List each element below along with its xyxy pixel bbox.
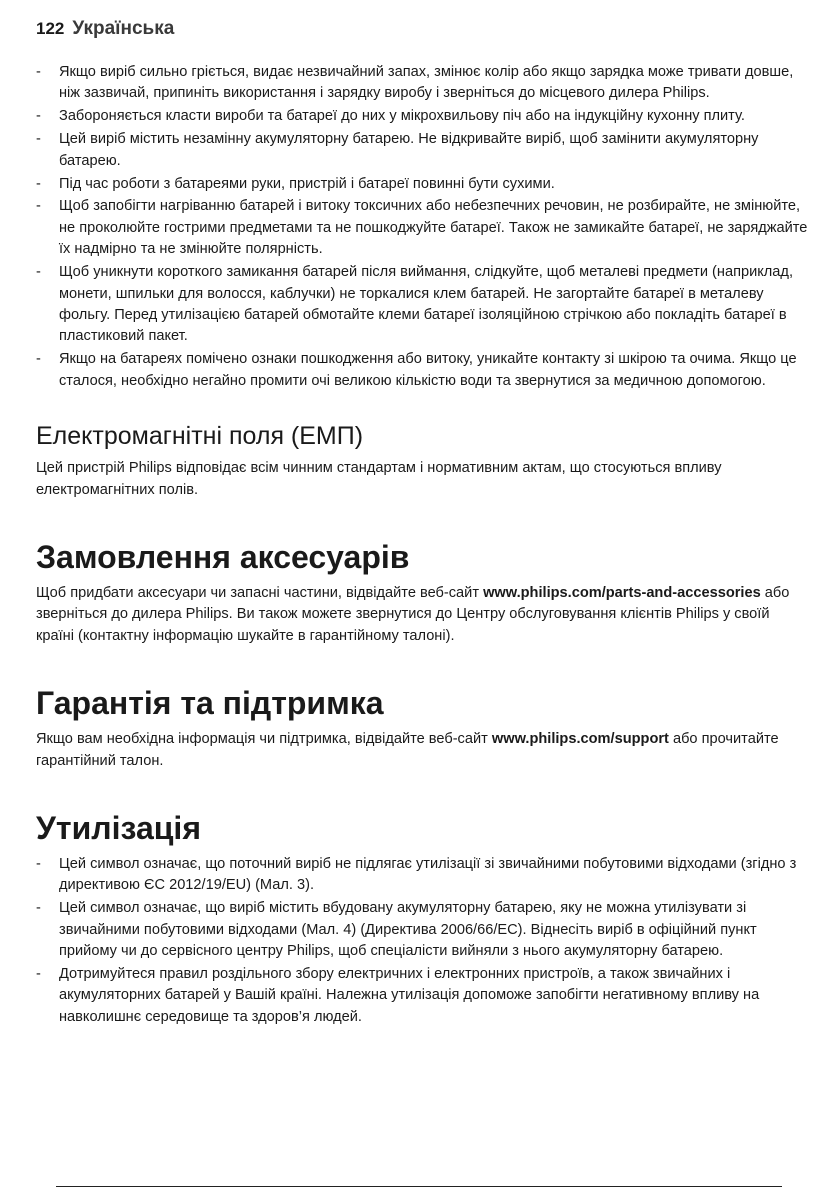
accessories-paragraph [36, 583, 808, 647]
list-item: - Якщо на батареях помічено ознаки пошкодження або витоку, уникайте контакту зі шкірою та очима. Якщо це сталося, необхідно негайно промити очі великою кількістю води та звернутися за медичною допомогою. [36, 349, 808, 392]
page-language: Українська [72, 18, 175, 39]
warranty-text-before: Якщо вам необхідна інформація чи підтримка, відвідайте веб-сайт [36, 731, 492, 748]
page-number: 122 [36, 19, 65, 38]
list-item: - Цей виріб містить незамінну акумуляторну батарею. Не відкривайте виріб, щоб замінити акумуляторну батарею. [36, 129, 808, 172]
accessories-text-after: або зверніться до дилера Philips. Ви також можете звернутися до Центру обслуговування клієнтів Philips у своїй країні (контактну інформацію шукайте в гарантійному талоні). [36, 584, 790, 644]
recycling-list [36, 854, 808, 1028]
list-item: - Цей символ означає, що виріб містить вбудовану акумуляторну батарею, яку не можна утилізувати зі звичайними побутовими відходами (Мал. 4) (Директива 2006/66/EC). Віднесіть виріб в офіційний пункт прийому чи до сервісного центру Philips, щоб спеціалісти вийняли з нього акумуляторну батарею. [36, 898, 808, 962]
list-item: - Забороняється класти вироби та батареї до них у мікрохвильову піч або на індукційну кухонну плиту. [36, 106, 808, 127]
list-item: - Щоб уникнути короткого замикання батарей після виймання, слідкуйте, щоб металеві предмети (наприклад, монети, шпильки для волосся, каблучки) не торкалися клем батарей. Не загортайте батареї в металеву фольгу. Перед утилізацією батарей обмотайте клеми батареї ізоляційною стрічкою або покладіть батареї в пластиковий пакет. [36, 262, 808, 348]
page-header [36, 18, 808, 40]
list-item: - Цей символ означає, що поточний виріб не підлягає утилізації зі звичайними побутовими відходами (згідно з директивою ЄС 2012/19/EU) (Мал. 3). [36, 854, 808, 897]
accessories-text-before: Щоб придбати аксесуари чи запасні частини, відвідайте веб-сайт [36, 584, 484, 601]
document-page [36, 18, 808, 1030]
accessories-heading: Замовлення аксесуарів [36, 538, 410, 575]
emf-heading: Електромагнітні поля (ЕМП) [36, 422, 364, 451]
emf-paragraph: Цей пристрій Philips відповідає всім чинним стандартам і нормативним актам, що стосуються впливу електромагнітних полів. [36, 460, 722, 498]
safety-list [36, 62, 808, 392]
list-item: - Якщо виріб сильно гріється, видає незвичайний запах, змінює колір або якщо зарядка може тривати довше, ніж зазвичай, припиніть використання і зарядку виробу і зверніться до місцевого дилера Philips. [36, 62, 808, 105]
accessories-link[interactable]: www.philips.com/parts-and-accessories [483, 584, 761, 601]
recycling-heading: Утилізація [36, 809, 201, 846]
support-link[interactable]: www.philips.com/support [491, 731, 669, 748]
warranty-paragraph [36, 729, 808, 772]
footer-divider [56, 1186, 782, 1187]
list-item: - Дотримуйтеся правил роздільного збору електричних і електронних пристроїв, а також звичайних і акумуляторних батарей у Вашій країні. Належна утилізація допоможе запобігти негативному впливу на навколишнє середовище та здоров’я людей. [36, 964, 808, 1028]
warranty-text-after: або прочитайте гарантійний талон. [36, 731, 779, 769]
list-item: - Під час роботи з батареями руки, пристрій і батареї повинні бути сухими. [36, 174, 808, 195]
list-item: - Щоб запобігти нагріванню батарей і витоку токсичних або небезпечних речовин, не розбирайте, не змінюйте, не проколюйте гострими предметами та не пошкоджуйте батареї. Також не замикайте батареї, не заряджайте їх надмірно та не змінюйте полярність. [36, 196, 808, 260]
warranty-heading: Гарантія та підтримка [36, 685, 384, 722]
